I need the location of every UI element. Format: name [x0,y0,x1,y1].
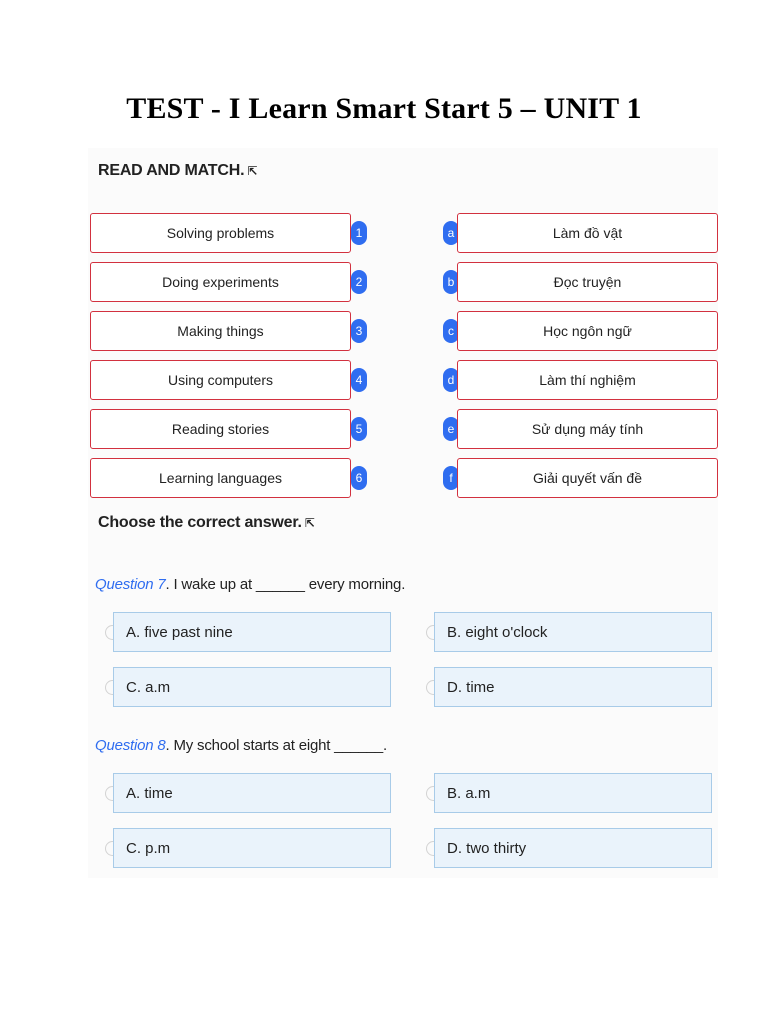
letter-badge: a [443,221,459,245]
question-8 [95,737,387,754]
letter-badge: f [443,466,459,490]
match-left-item[interactable]: Learning languages [90,458,351,498]
expand-arrow-icon: ⇱ [304,516,315,530]
number-badge: 1 [351,221,367,245]
question-text: . I wake up at ______ every morning. [165,576,406,593]
question-7 [95,576,405,593]
match-row [0,311,768,351]
match-heading: READ AND MATCH. ⇱ [98,162,258,179]
match-row [0,409,768,449]
answer-option[interactable]: C. a.m [113,667,391,707]
match-row [0,213,768,253]
letter-badge: c [443,319,459,343]
number-badge: 2 [351,270,367,294]
letter-badge: e [443,417,459,441]
match-left-item[interactable]: Solving problems [90,213,351,253]
expand-arrow-icon: ⇱ [247,164,258,178]
number-badge: 5 [351,417,367,441]
match-left-item[interactable]: Reading stories [90,409,351,449]
match-right-item[interactable]: Đọc truyện [457,262,718,302]
document-title: TEST - I Learn Smart Start 5 – UNIT 1 [126,92,642,125]
question-label: Question 8 [95,737,166,754]
question-text: . My school starts at eight ______. [165,737,388,754]
match-right-item[interactable]: Làm đồ vật [457,213,718,253]
match-right-item[interactable]: Sử dụng máy tính [457,409,718,449]
match-left-item[interactable]: Doing experiments [90,262,351,302]
number-badge: 6 [351,466,367,490]
answer-option[interactable]: C. p.m [113,828,391,868]
match-right-item[interactable]: Học ngôn ngữ [457,311,718,351]
match-left-item[interactable]: Making things [90,311,351,351]
choice-heading: Choose the correct answer. ⇱ [98,514,315,531]
match-row [0,262,768,302]
worksheet-screenshot [88,148,718,878]
number-badge: 4 [351,368,367,392]
match-right-item[interactable]: Giải quyết vấn đề [457,458,718,498]
answer-option[interactable]: D. two thirty [434,828,712,868]
answer-option[interactable]: A. time [113,773,391,813]
letter-badge: b [443,270,459,294]
answer-option[interactable]: B. a.m [434,773,712,813]
answer-option[interactable]: A. five past nine [113,612,391,652]
question-label: Question 7 [95,576,166,593]
match-right-item[interactable]: Làm thí nghiệm [457,360,718,400]
number-badge: 3 [351,319,367,343]
letter-badge: d [443,368,459,392]
match-row [0,360,768,400]
answer-option[interactable]: B. eight o'clock [434,612,712,652]
answer-option[interactable]: D. time [434,667,712,707]
match-row [0,458,768,498]
match-left-item[interactable]: Using computers [90,360,351,400]
